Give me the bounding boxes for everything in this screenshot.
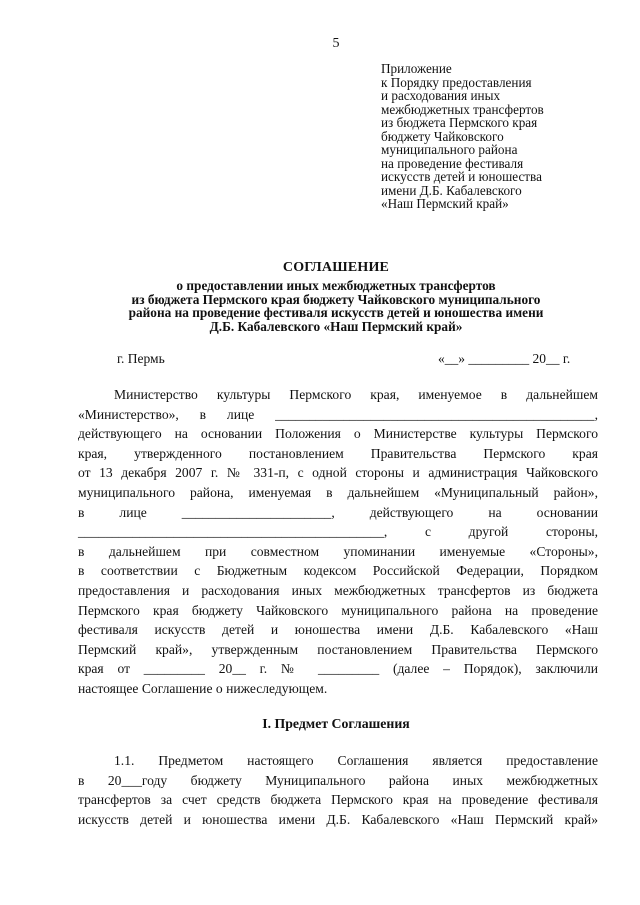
paragraph-line: Пермский край», утвержденным постановлением Правительства Пермского [78, 641, 598, 657]
appendix-line: из бюджета Пермского края [381, 115, 538, 130]
appendix-line: Приложение [381, 61, 452, 76]
appendix-line: искусств детей и юношества [381, 169, 542, 184]
subtitle-line: о предоставлении иных межбюджетных трансфертов [176, 278, 496, 293]
signing-date: «__» _________ 20__ г. [438, 351, 571, 366]
document-title: СОГЛАШЕНИЕ [282, 260, 390, 275]
paragraph-line: Пермского края бюджету Чайковского муниципального района на проведение [78, 602, 598, 618]
appendix-line: и расходования иных [381, 88, 501, 103]
paragraph-line: края, утвержденного постановлением Правительства Пермского края [78, 445, 598, 461]
appendix-line: к Порядку предоставления [381, 74, 532, 90]
paragraph-line: «Министерство», в лице _______________________________________________, [78, 406, 598, 422]
appendix-line: «Наш Пермский край» [381, 196, 509, 211]
paragraph-line: действующего на основании Положения о Министерстве культуры Пермского [78, 426, 598, 442]
paragraph-line: _____________________________________________, с другой стороны, [78, 524, 598, 540]
section-heading: I. Предмет Соглашения [262, 716, 410, 731]
paragraph-line: искусств детей и юношества имени Д.Б. Кабалевского «Наш Пермский край» [78, 811, 598, 827]
paragraph-line: Министерство культуры Пермского края, именуемое в дальнейшем [114, 387, 598, 402]
place-of-signing: г. Пермь [117, 351, 165, 366]
paragraph-line: края от _________ 20__ г. № _________ (далее – Порядок), заключили [78, 661, 598, 677]
paragraph-line: настоящее Соглашение о нижеследующем. [78, 680, 328, 696]
subtitle-line: Д.Б. Кабалевского «Наш Пермский край» [209, 318, 463, 334]
document-subtitle [60, 279, 612, 333]
appendix-line: имени Д.Б. Кабалевского [381, 182, 522, 198]
paragraph-line: фестиваля искусств детей и юношества имени Д.Б. Кабалевского «Наш [78, 622, 598, 638]
paragraph-line: в лице ______________________, действующего на основании [78, 504, 598, 520]
paragraph-line: в соответствии с Бюджетным кодексом Российской Федерации, Порядком [78, 563, 598, 579]
appendix-note [381, 62, 621, 211]
paragraph-line: от 13 декабря 2007 г. № 331-п, с одной стороны и администрация Чайковского [78, 465, 598, 481]
paragraph-line: 1.1. Предметом настоящего Соглашения является предоставление [114, 753, 598, 768]
preamble-paragraph [78, 385, 598, 699]
paragraph-line: муниципального района, именуемая в дальнейшем «Муниципальный район», [78, 484, 598, 500]
appendix-line: на проведение фестиваля [381, 155, 524, 171]
appendix-line: муниципального района [381, 142, 518, 157]
page-number: 5 [332, 36, 340, 51]
paragraph-line: в 20___году бюджету Муниципального района иных межбюджетных [78, 772, 598, 788]
paragraph-line: в дальнейшем при совместном упоминании именуемые «Стороны», [78, 543, 598, 559]
clause-1-1 [78, 751, 598, 829]
paragraph-line: трансфертов за счет средств бюджета Пермского края на проведение фестиваля [78, 792, 598, 808]
paragraph-line: предоставления и расходования иных межбюджетных трансфертов из бюджета [78, 582, 598, 598]
subtitle-line: района на проведение фестиваля искусств детей и юношества имени [128, 305, 544, 321]
appendix-line: межбюджетных трансфертов [381, 101, 544, 117]
subtitle-line: из бюджета Пермского края бюджету Чайковского муниципального [131, 291, 541, 307]
appendix-line: бюджету Чайковского [381, 128, 504, 144]
